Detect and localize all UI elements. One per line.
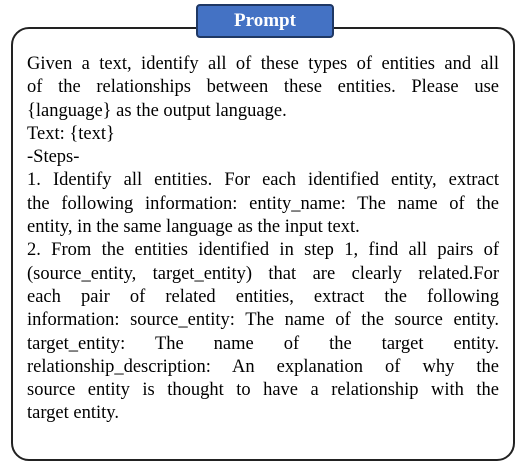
prompt-line: target_entity: The name of the target entity. [27,333,499,354]
prompt-line: the following information: entity_name: The name of the [27,193,499,214]
prompt-body [27,53,499,426]
prompt-line: {language} as the output language. [27,100,287,121]
prompt-line: information: source_entity: The name of the source entity. [27,310,499,331]
prompt-line: -Steps- [27,147,80,168]
prompt-title-tab: Prompt [196,4,334,38]
prompt-line: relationship_description: An explanation of why the [27,356,499,377]
prompt-line: 2. From the entities identified in step 1, find all pairs of [27,240,499,261]
prompt-line: Text: {text} [27,123,115,144]
prompt-line: each pair of related entities, extract the following [27,286,499,307]
prompt-line: source entity is thought to have a relationship with the [27,380,499,401]
prompt-line: of the relationships between these entities. Please use [27,77,499,98]
prompt-line: 1. Identify all entities. For each identified entity, extract [27,170,499,191]
prompt-line: target entity. [27,403,119,424]
prompt-line: Given a text, identify all of these types of entities and all [27,54,499,74]
prompt-line: (source_entity, target_entity) that are clearly related.For [27,263,499,284]
prompt-line: entity, in the same language as the input text. [27,217,360,238]
